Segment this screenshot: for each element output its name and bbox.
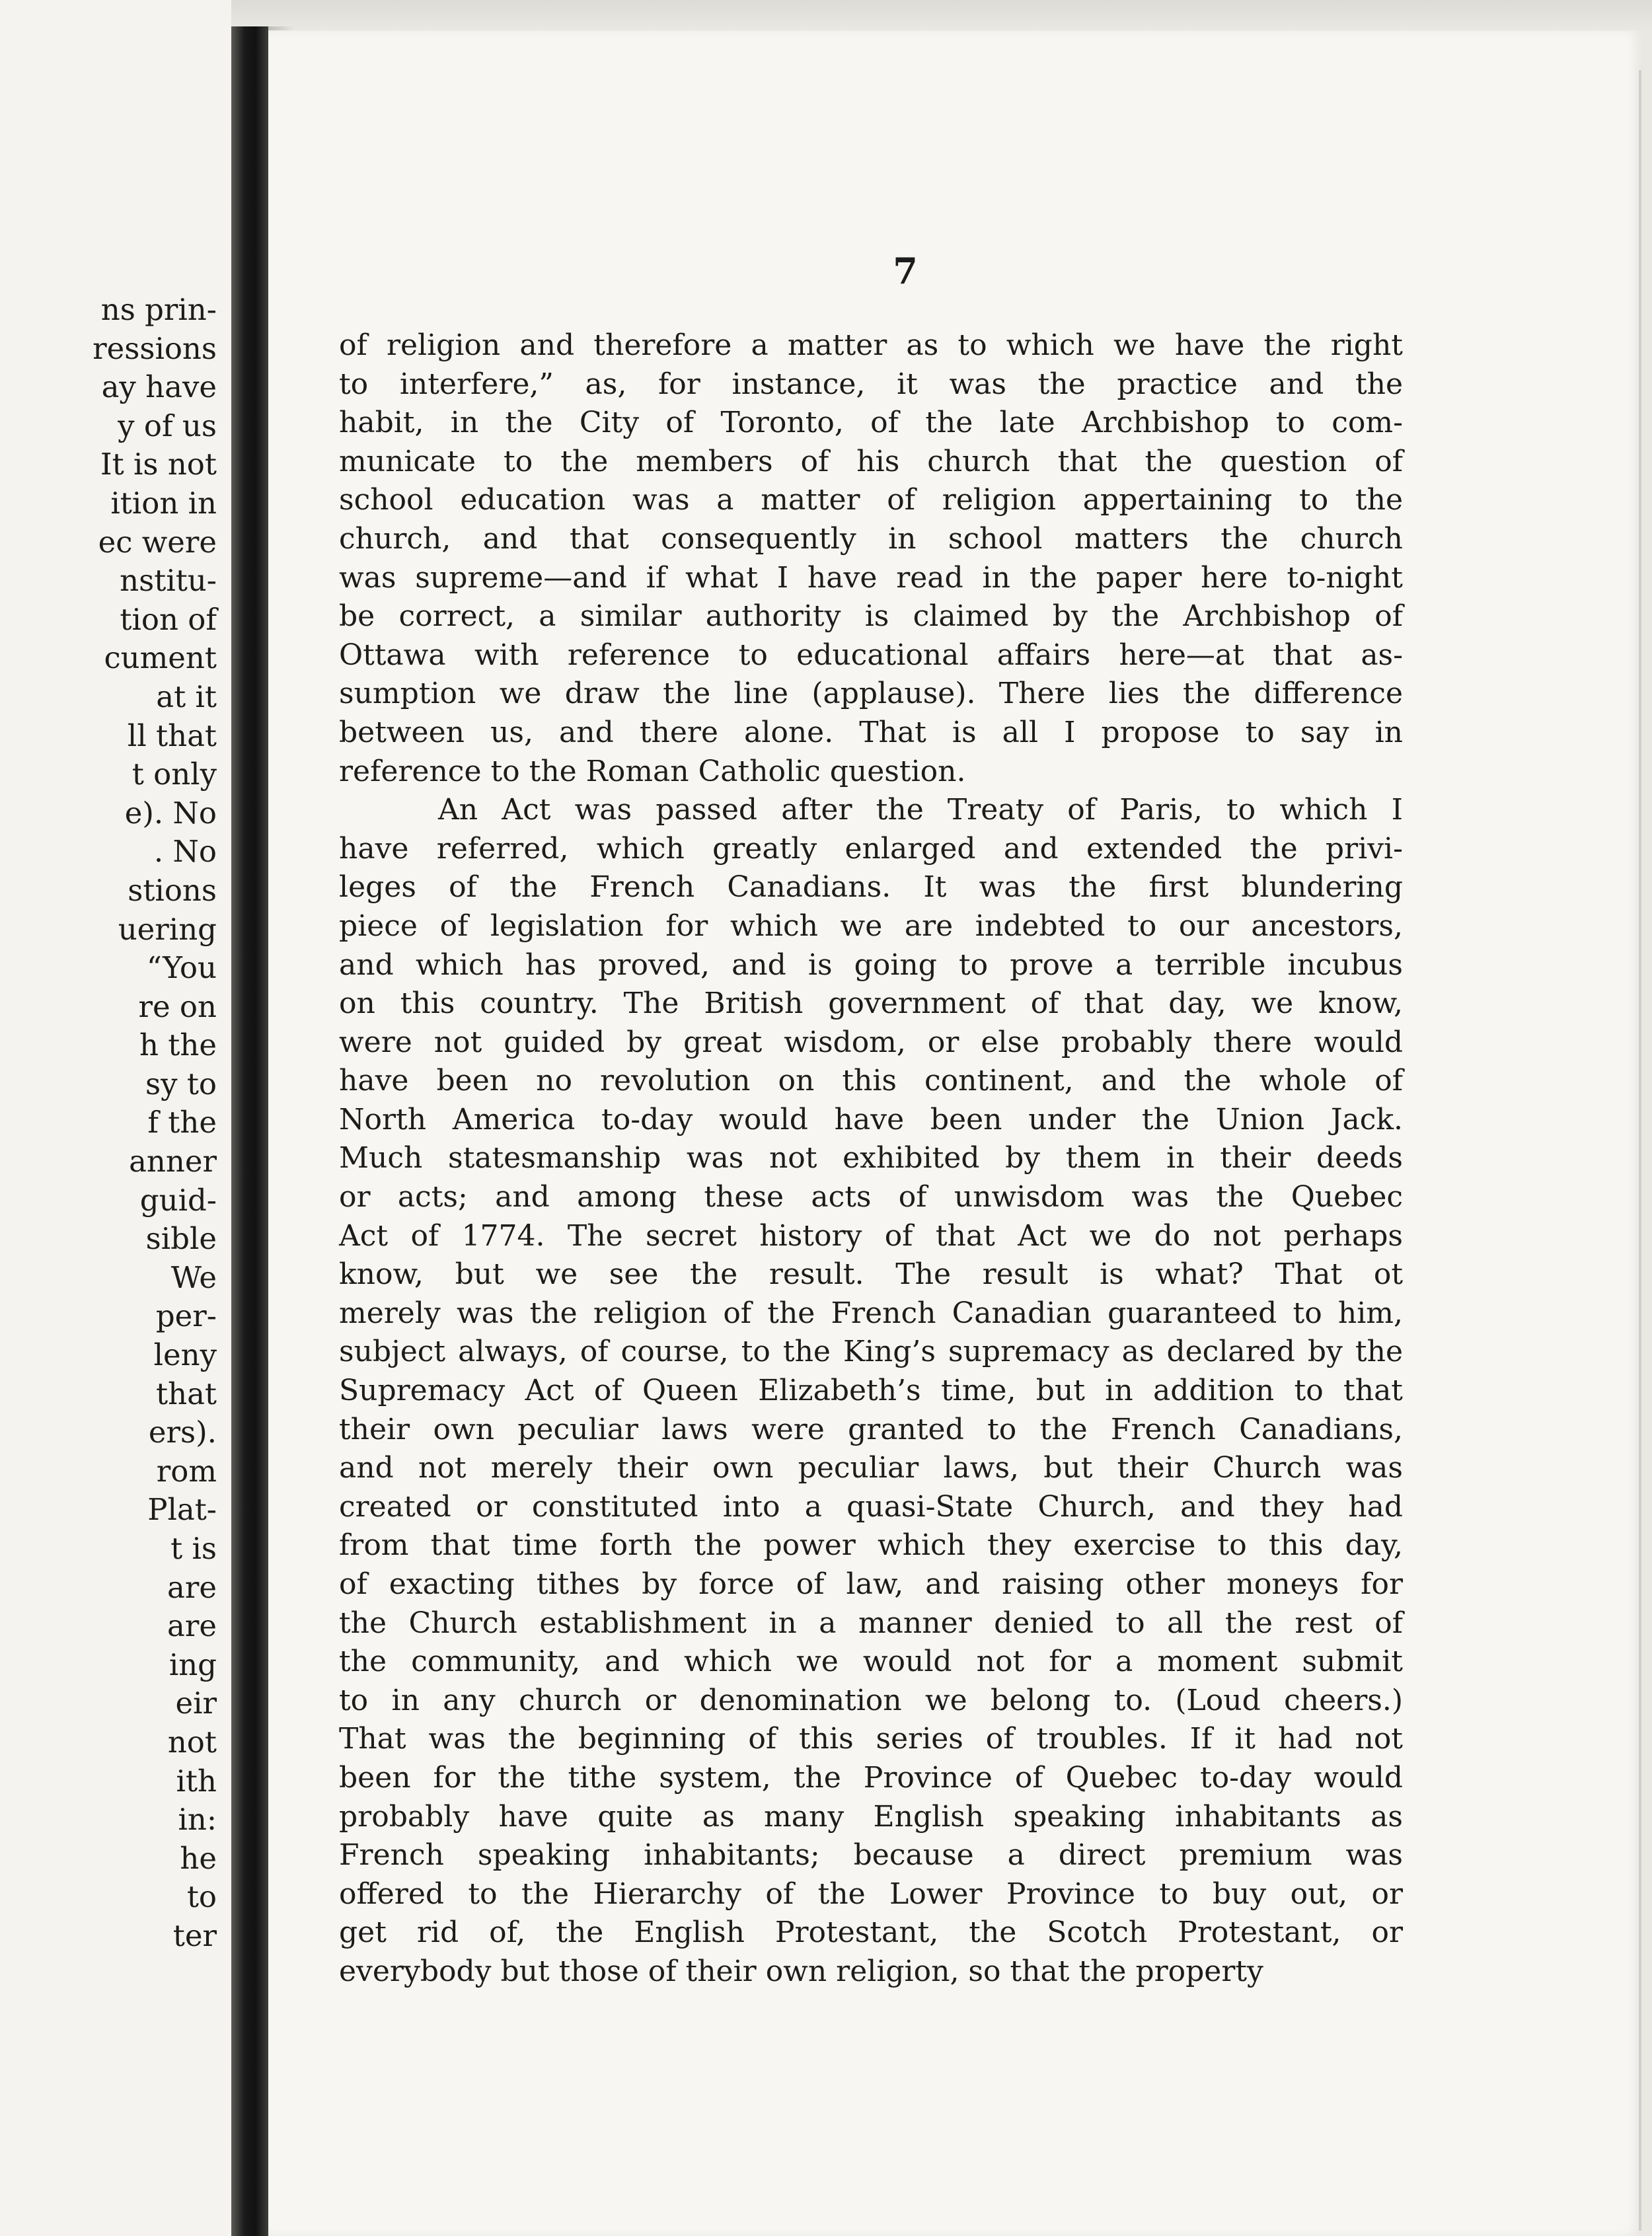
left-page-fragment: e). No: [124, 795, 217, 831]
left-page-fragment: We: [170, 1259, 217, 1295]
left-page-text-fragments: [93, 291, 217, 1956]
left-page-fragment: t only: [131, 757, 217, 792]
text-line: An Act was passed after the Treaty of Paris, to which I: [438, 793, 1403, 827]
text-line: get rid of, the English Protestant, the Scotch Protestant, or: [339, 1916, 1403, 1950]
text-line: to interfere,” as, for instance, it was the practice and the: [339, 367, 1403, 401]
left-page-fragment: stions: [128, 872, 217, 908]
left-page-fragment: in:: [178, 1802, 217, 1838]
text-line: Much statesmanship was not exhibited by them in their deeds: [339, 1141, 1403, 1175]
text-line: piece of legislation for which we are indebted to our ancestors,: [339, 909, 1403, 943]
left-page-fragment: he: [180, 1840, 217, 1876]
text-line: know, but we see the result. The result is what? That ot: [339, 1257, 1403, 1292]
left-page-fragment: eir: [175, 1686, 217, 1721]
left-page-fragment: are: [167, 1569, 217, 1605]
left-page-fragment: guid-: [139, 1182, 217, 1218]
left-page-fragment: ition in: [110, 485, 217, 521]
left-page-fragment: not: [167, 1724, 217, 1760]
left-page-fragment: ressions: [93, 330, 217, 366]
text-line: between us, and there alone. That is all I propose to say in: [339, 715, 1403, 749]
left-facing-page: [0, 0, 231, 2236]
left-page-fragment: that: [156, 1376, 217, 1411]
text-line: everybody but those of their own religion, so that the property: [339, 1954, 1263, 1988]
left-page-fragment: sible: [145, 1221, 217, 1257]
left-page-fragment: leny: [153, 1337, 217, 1373]
left-page-fragment: ll that: [127, 718, 217, 753]
text-line: Ottawa with reference to educational affairs here—at that as-: [339, 638, 1403, 672]
left-page-fragment: anner: [129, 1144, 217, 1179]
left-page-fragment: ns prin-: [100, 292, 217, 327]
text-line: the Church establishment in a manner denied to all the rest of: [339, 1606, 1403, 1640]
text-line: That was the beginning of this series of troubles. If it had not: [339, 1722, 1403, 1756]
text-line: Supremacy Act of Queen Elizabeth’s time, but in addition to that: [339, 1374, 1403, 1408]
text-line: on this country. The British government of that day, we know,: [339, 987, 1403, 1021]
left-page-fragment: at it: [156, 679, 217, 714]
text-line: offered to the Hierarchy of the Lower Province to buy out, or: [339, 1877, 1403, 1911]
left-page-fragment: t is: [170, 1531, 217, 1566]
text-line: have been no revolution on this continent, and the whole of: [339, 1064, 1403, 1098]
text-line: their own peculiar laws were granted to the French Canadians,: [339, 1412, 1403, 1446]
text-line: habit, in the City of Toronto, of the late Archbishop to com-: [339, 406, 1403, 440]
left-page-fragment: to: [186, 1879, 217, 1915]
text-line: Act of 1774. The secret history of that Act we do not perhaps: [339, 1218, 1403, 1253]
left-page-fragment: Plat-: [147, 1492, 217, 1528]
text-line: to in any church or denomination we belong to. (Loud cheers.): [339, 1683, 1403, 1717]
left-page-fragment: re on: [138, 988, 217, 1024]
text-line: be correct, a similar authority is claimed by the Archbishop of: [339, 599, 1403, 634]
text-line: the community, and which we would not for a moment submit: [339, 1645, 1403, 1679]
text-line: probably have quite as many English speaking inhabitants as: [339, 1799, 1403, 1834]
page-number: 7: [893, 250, 918, 292]
left-page-fragment: It is not: [100, 447, 217, 482]
left-page-fragment: tion of: [120, 601, 217, 637]
left-page-fragment: ay have: [101, 369, 217, 405]
text-line: church, and that consequently in school matters the church: [339, 521, 1403, 556]
text-line: and not merely their own peculiar laws, but their Church was: [339, 1451, 1403, 1485]
left-page-fragment: y of us: [118, 408, 217, 443]
left-page-fragment: sy to: [145, 1066, 217, 1101]
text-line: and which has proved, and is going to prove a terrible incubus: [339, 948, 1403, 982]
page-edge: [1639, 70, 1641, 2231]
left-page-fragment: ter: [172, 1918, 217, 1953]
text-line: reference to the Roman Catholic question.: [339, 754, 966, 788]
text-line: have referred, which greatly enlarged and extended the privi-: [339, 831, 1403, 866]
left-page-fragment: ec were: [98, 524, 217, 560]
left-page-fragment: uering: [118, 911, 217, 947]
text-line: from that time forth the power which they exercise to this day,: [339, 1528, 1403, 1563]
left-page-fragment: ing: [169, 1647, 217, 1682]
left-page-fragment: are: [167, 1608, 217, 1644]
text-line: leges of the French Canadians. It was the first blundering: [339, 870, 1403, 905]
text-line: were not guided by great wisdom, or else probably there would: [339, 1025, 1403, 1059]
book-binding-spine: [231, 26, 268, 2236]
text-line: sumption we draw the line (applause). There lies the difference: [339, 677, 1403, 711]
text-line: been for the tithe system, the Province of Quebec to-day would: [339, 1760, 1403, 1795]
text-line: was supreme—and if what I have read in the paper here to-night: [339, 560, 1403, 595]
text-line: North America to-day would have been under the Union Jack.: [339, 1102, 1403, 1137]
text-line: school education was a matter of religion appertaining to the: [339, 483, 1403, 517]
text-line: or acts; and among these acts of unwisdom was the Quebec: [339, 1180, 1403, 1214]
left-page-fragment: cument: [104, 640, 217, 676]
left-page-fragment: “You: [146, 950, 217, 986]
left-page-fragment: ith: [176, 1763, 217, 1799]
text-line: French speaking inhabitants; because a direct premium was: [339, 1838, 1403, 1873]
text-line: merely was the religion of the French Canadian guaranteed to him,: [339, 1296, 1403, 1330]
left-page-fragment: h the: [139, 1027, 217, 1063]
left-page-fragment: per-: [155, 1298, 217, 1334]
text-line: subject always, of course, to the King’s supremacy as declared by the: [339, 1335, 1403, 1369]
left-page-fragment: ers).: [148, 1415, 217, 1450]
text-line: of exacting tithes by force of law, and raising other moneys for: [339, 1567, 1403, 1601]
left-page-fragment: rom: [156, 1453, 217, 1489]
left-page-fragment: . No: [153, 834, 217, 870]
left-page-fragment: f the: [147, 1105, 217, 1140]
text-line: municate to the members of his church that the question of: [339, 444, 1403, 478]
text-line: created or constituted into a quasi-State Church, and they had: [339, 1489, 1403, 1524]
text-line: of religion and therefore a matter as to which we have the right: [339, 328, 1403, 362]
left-page-fragment: nstitu-: [120, 563, 217, 599]
page-body-text: [339, 326, 1403, 1992]
